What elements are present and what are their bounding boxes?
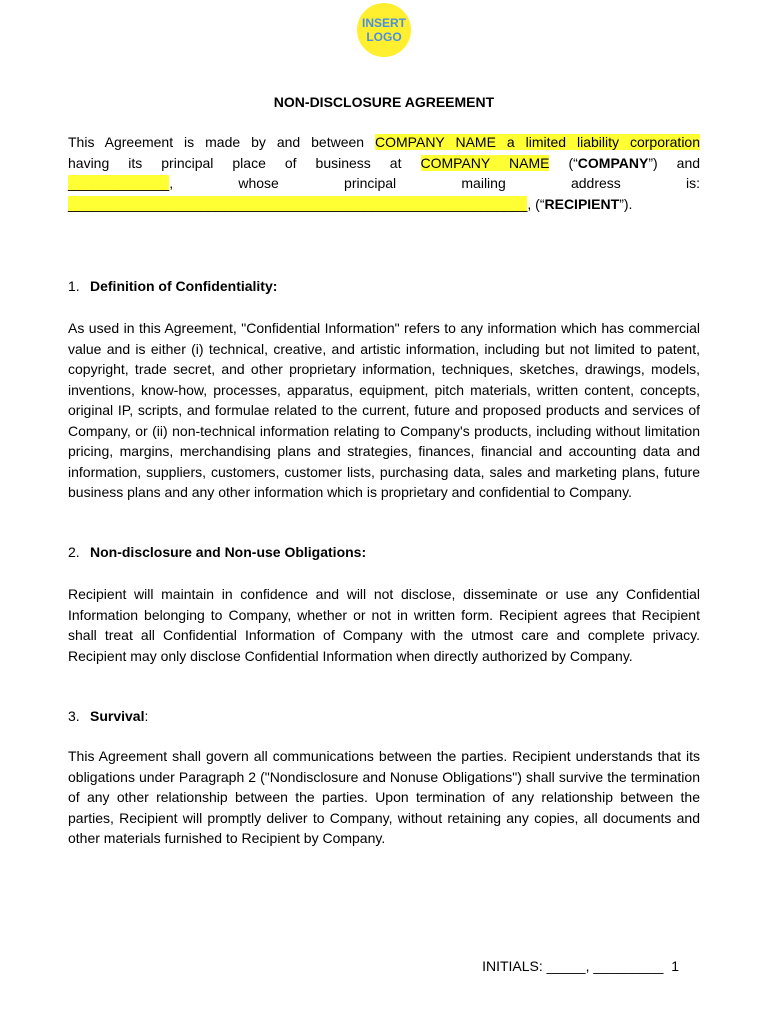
page-footer [482,958,679,974]
quote-open: (“ [568,154,578,171]
intro-text: This Agreement is made by and between [68,134,365,150]
logo-line-2: LOGO [366,30,402,44]
intro-text: having its principal place of business at [68,154,402,171]
intro-line-2 [68,153,700,174]
document-title: NON-DISCLOSURE AGREEMENT [273,94,495,110]
section-title: Definition of Confidentiality: [90,278,278,294]
section-2-body: Recipient will maintain in confidence and will not disclose, disseminate or use any Confidential Information belonging to Company, whether or not in written form. Recipient agrees that Recipient shall treat all Confidential Information of Company with the utmost care and complete privacy. Recipient may only disclose Confidential Information when directly authorized by Company. [68,586,700,664]
recipient-address-blank: ___________________________________________________________ [68,195,528,212]
section-2-heading [68,544,366,560]
section-number: 3. [68,708,80,724]
section-title: Survival [90,708,145,724]
section-title: Non-disclosure and Non-use Obligations: [90,544,367,560]
company-name-highlight-2: COMPANY NAME [420,154,550,171]
company-name-highlight: COMPANY NAME a limited liability corporation [375,134,701,150]
section-3-heading [68,708,148,724]
intro-line-3 [68,173,700,194]
company-term: COMPANY [577,154,649,171]
intro-text: , whose principal mailing address is: [169,175,700,191]
recipient-name-blank: _____________ [68,175,170,191]
recipient-term: RECIPIENT [544,195,620,212]
page-number: 1 [671,958,679,974]
logo-placeholder [357,3,411,57]
intro-line-4 [68,194,700,215]
intro-paragraph [68,132,700,214]
company-label [568,155,700,171]
section-title-suffix: : [144,708,149,724]
intro-line-1 [68,132,700,153]
section-number: 2. [68,544,80,560]
quote-close: ”) and [648,154,701,171]
logo-line-1: INSERT [361,16,406,30]
section-3-body: This Agreement shall govern all communications between the parties. Recipient understands that its obligations under Paragraph 2 ("Nondisclosure and Nonuse Obligations") shall survive the termination of any other relationship between the parties. Upon termination of any relationship between the parties, Recipient will promptly deliver to Company, without retaining any copies, all documents and other materials furnished to Recipient by Company. [68,748,700,846]
initials-field: INITIALS: _____, _________ [482,958,664,974]
section-1-heading [68,278,277,294]
quote-open: , (“ [527,195,545,212]
section-number: 1. [68,278,80,294]
section-1-body: As used in this Agreement, "Confidential Information" refers to any information which has commercial value and is either (i) technical, creative, and artistic information, including but not limited to patent, copyright, trade secret, and other proprietary information, techniques, sketches, drawings, models, inventions, know-how, processes, apparatus, equipment, pitch materials, written content, concepts, original IP, scripts, and formulae related to the current, future and proposed products and services of Company, or (ii) non-technical information relating to Company's products, including without limitation pricing, margins, merchandising plans and strategies, finances, financial and accounting data and information, suppliers, customers, customer lists, purchasing data, sales and marketing plans, future business plans and any other information which is proprietary and confidential to Company. [68,320,700,500]
quote-close: ”). [619,195,633,212]
